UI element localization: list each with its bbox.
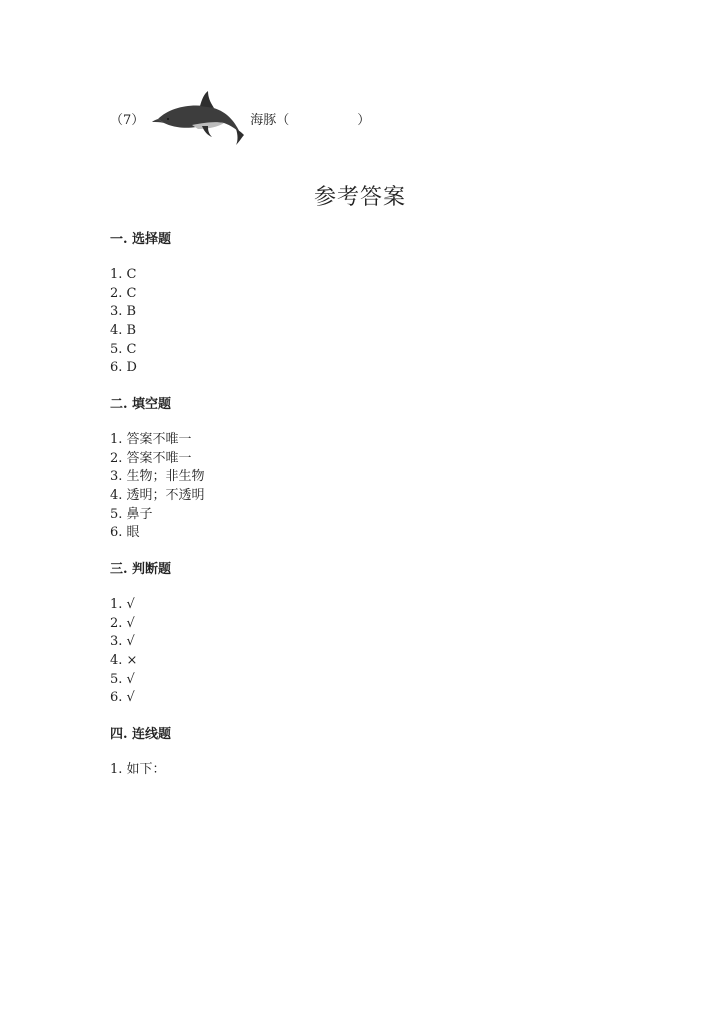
answer-item: 3. √ xyxy=(110,634,135,650)
answer-item: 6. 眼 xyxy=(110,525,140,541)
answer-list xyxy=(110,761,171,780)
question-number: （7） xyxy=(110,112,145,128)
answer-item: 1. 答案不唯一 xyxy=(110,432,192,447)
section-choice xyxy=(110,230,171,378)
dolphin-icon xyxy=(152,89,244,147)
page-title: 参考答案 xyxy=(313,185,406,210)
answer-item: 5. C xyxy=(110,341,137,357)
question-label: 海豚（ xyxy=(250,112,290,128)
section-heading: 二. 填空题 xyxy=(110,397,172,412)
answer-item: 3. 生物；非生物 xyxy=(110,469,205,485)
answer-item: 5. √ xyxy=(110,671,135,687)
question-7 xyxy=(110,88,370,148)
answer-list xyxy=(110,596,171,708)
section-heading: 三. 判断题 xyxy=(110,562,172,577)
section-heading: 一. 选择题 xyxy=(110,232,172,247)
section-fill-blank xyxy=(110,395,205,543)
answer-list xyxy=(110,431,205,543)
answer-item: 1. √ xyxy=(110,597,135,612)
answer-item: 1. 如下： xyxy=(110,762,166,777)
answer-item: 2. √ xyxy=(110,615,135,631)
answer-item: 2. C xyxy=(110,285,137,301)
answer-list xyxy=(110,266,171,378)
section-matching xyxy=(110,725,171,780)
answer-item: 3. B xyxy=(110,304,137,320)
answer-item: 6. √ xyxy=(110,690,135,706)
section-heading: 四. 连线题 xyxy=(110,727,172,742)
answer-item: 4. × xyxy=(110,653,138,669)
section-true-false xyxy=(110,560,171,708)
answer-item: 4. B xyxy=(110,323,137,339)
question-close-paren: ） xyxy=(357,112,371,128)
answer-item: 6. D xyxy=(110,360,137,376)
answer-item: 5. 鼻子 xyxy=(110,506,153,522)
answer-item: 4. 透明；不透明 xyxy=(110,488,205,504)
answer-item: 1. C xyxy=(110,267,137,282)
answer-item: 2. 答案不唯一 xyxy=(110,450,192,466)
